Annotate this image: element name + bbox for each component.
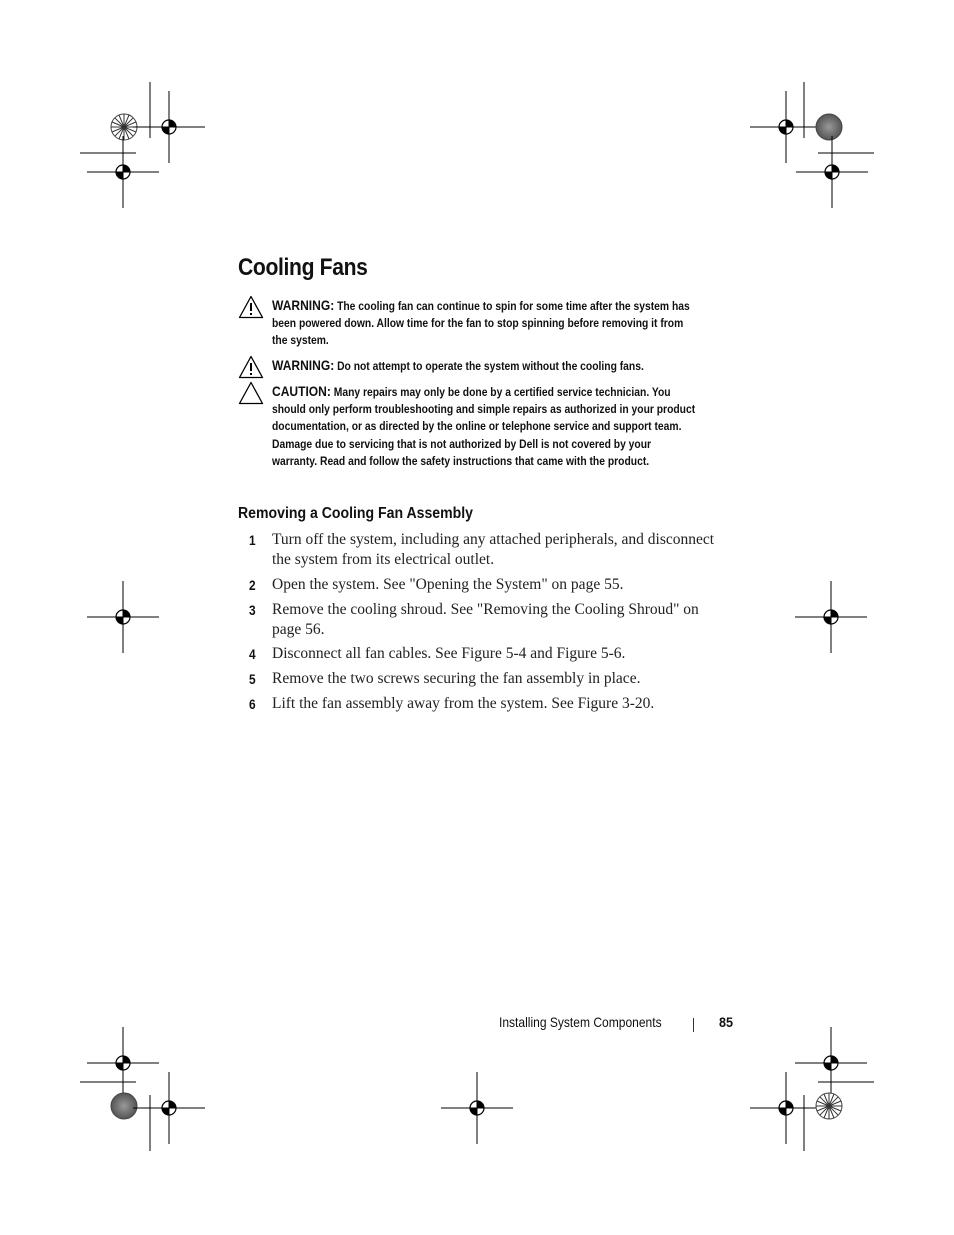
registration-mark-bottom-left <box>80 1027 205 1151</box>
step-number: 1 <box>249 532 256 548</box>
warning-icon <box>238 295 264 319</box>
registration-mark-mid-right <box>795 581 867 653</box>
notice-label: CAUTION: <box>272 383 331 399</box>
registration-mark-bottom-center <box>441 1072 513 1144</box>
registration-mark-bottom-right <box>750 1027 874 1151</box>
step-text: Open the system. See "Opening the System" on page 55. <box>272 576 624 593</box>
notice-label: WARNING: <box>272 357 335 373</box>
caution-icon <box>238 381 264 405</box>
step-text: Turn off the system, including any attached peripherals, and disconnect the system from its electrical outlet. <box>272 531 715 568</box>
step-text: Remove the two screws securing the fan assembly in place. <box>272 670 641 687</box>
footer-section-title: Installing System Components <box>499 1014 662 1030</box>
notice-text: The cooling fan can continue to spin for some time after the system has been powered down. Allow time for the fan to stop spinning before removing it from the system. <box>272 299 690 348</box>
page-number: 85 <box>719 1014 734 1030</box>
section-heading: Removing a Cooling Fan Assembly <box>238 505 473 522</box>
registration-mark-top-right <box>750 82 874 208</box>
notice-text: Many repairs may only be done by a certified service technician. You should only perform troubleshooting and simple repairs as authorized in your product documentation, or as directed by the online or telephone service and support team. Damage due to servicing that is not authorized by Dell is not covered by your warranty. Read and follow the safety instructions that came with the product. <box>272 385 696 468</box>
notice-label: WARNING: <box>272 297 335 313</box>
registration-mark-top-left <box>80 82 205 208</box>
step-number: 4 <box>249 646 256 662</box>
registration-mark-mid-left <box>87 581 159 653</box>
step-text: Remove the cooling shroud. See "Removing the Cooling Shroud" on page 56. <box>272 601 699 638</box>
step-number: 5 <box>249 671 256 687</box>
step-number: 3 <box>249 602 256 618</box>
page-title: Cooling Fans <box>238 254 368 281</box>
notice-text: Do not attempt to operate the system without the cooling fans. <box>337 359 644 373</box>
step-text: Disconnect all fan cables. See Figure 5-4 and Figure 5-6. <box>272 645 626 662</box>
step-number: 2 <box>249 577 256 593</box>
footer-divider <box>693 1018 694 1032</box>
step-text: Lift the fan assembly away from the system. See Figure 3-20. <box>272 695 655 712</box>
warning-icon <box>238 355 264 379</box>
step-number: 6 <box>249 696 256 712</box>
